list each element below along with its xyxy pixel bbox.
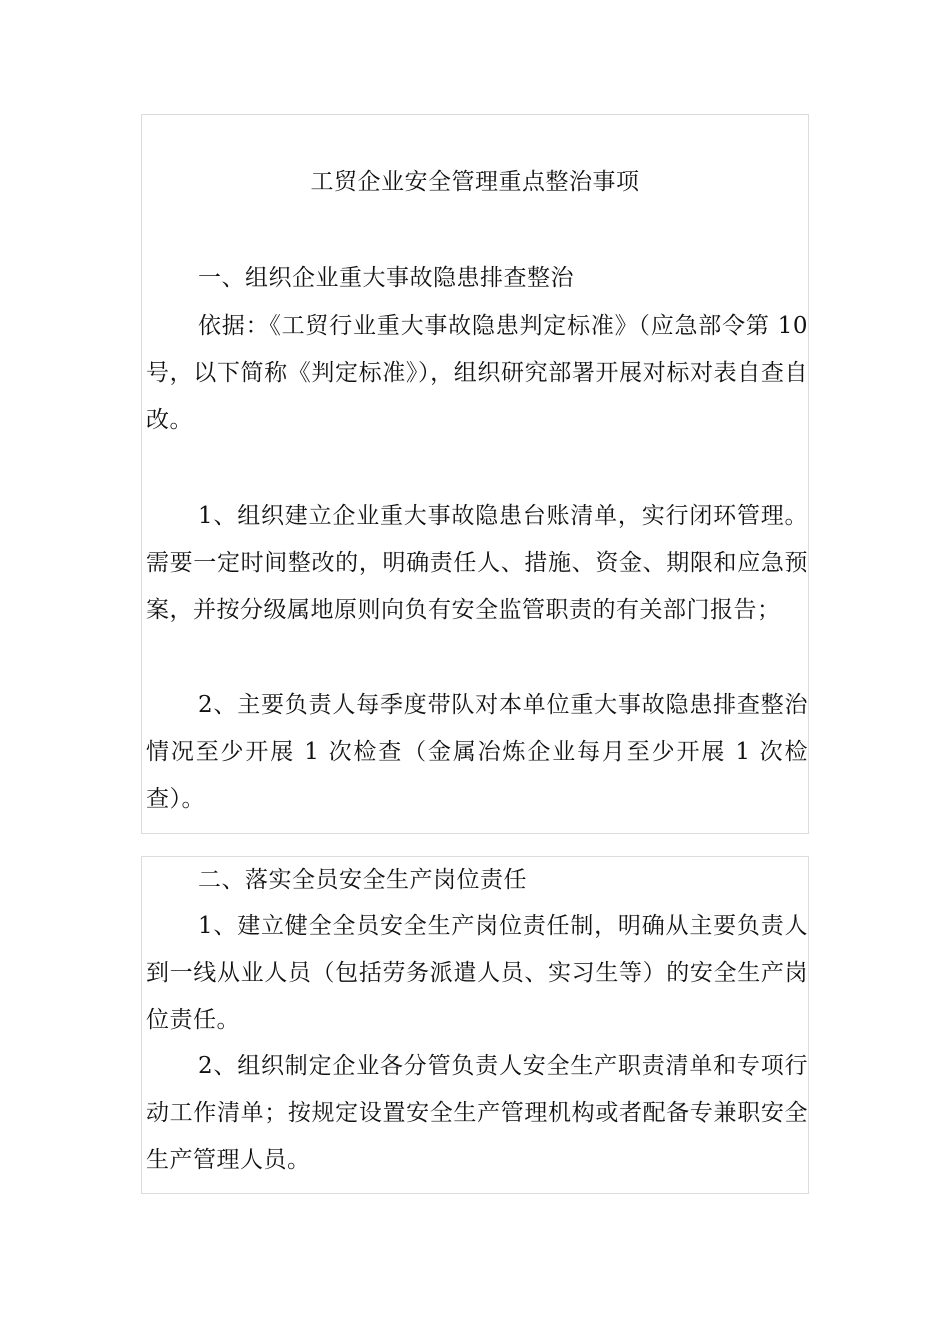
section-1-item-1: 1、组织建立企业重大事故隐患台账清单，实行闭环管理。需要一定时间整改的，明确责任人、措施、资金、期限和应急预案，并按分级属地原则向负有安全监管职责的有关部门报告；: [146, 503, 808, 623]
section-box-1: [141, 114, 809, 834]
section-2-heading: 二、落实全员安全生产岗位责任: [198, 867, 527, 893]
section-1-basis: 依据：《工贸行业重大事故隐患判定标准》（应急部令第 10 号，以下简称《判定标准》），组织研究部署开展对标对表自查自改。: [146, 313, 808, 433]
document-title: 工贸企业安全管理重点整治事项: [310, 169, 640, 195]
section-1-heading: 一、组织企业重大事故隐患排查整治: [198, 265, 574, 291]
section-2-item-1: 1、建立健全全员安全生产岗位责任制，明确从主要负责人到一线从业人员（包括劳务派遣人员、实习生等）的安全生产岗位责任。: [146, 913, 808, 1033]
section-2-item-2: 2、组织制定企业各分管负责人安全生产职责清单和专项行动工作清单；按规定设置安全生产管理机构或者配备专兼职安全生产管理人员。: [146, 1053, 808, 1173]
section-1-item-2: 2、主要负责人每季度带队对本单位重大事故隐患排查整治情况至少开展 1 次检查（金属冶炼企业每月至少开展 1 次检查）。: [146, 692, 808, 812]
section-box-2: [141, 856, 809, 1194]
